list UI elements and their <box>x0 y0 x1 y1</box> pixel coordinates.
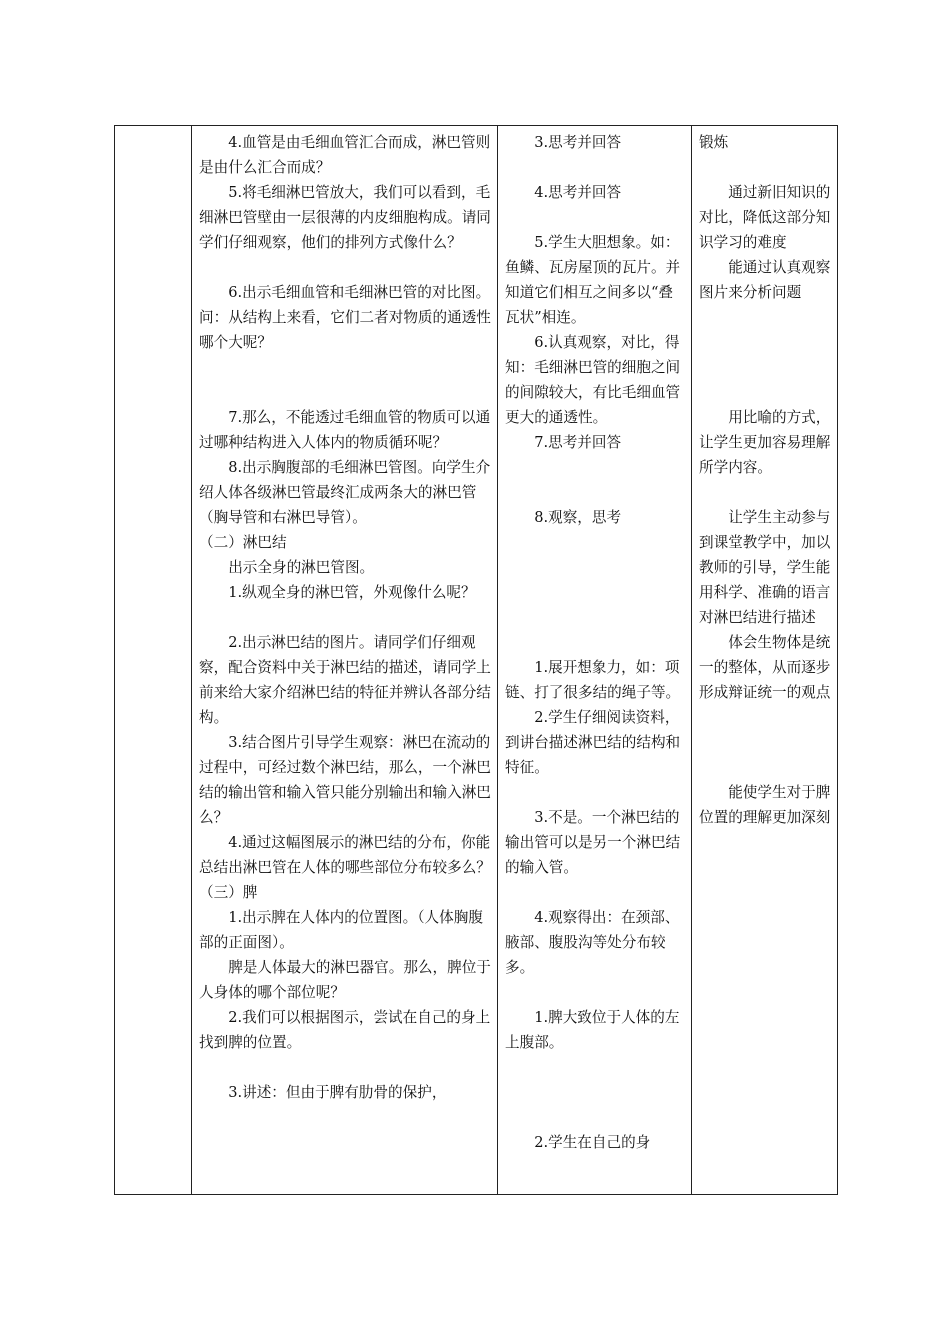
spacer <box>199 255 491 280</box>
paragraph: 2.学生仔细阅读资料，到讲台描述淋巴结的结构和特征。 <box>505 709 681 776</box>
paragraph: 3.结合图片引导学生观察：淋巴在流动的过程中，可经过数个淋巴结，那么，一个淋巴结的输出管和输入管只能分别输出和输入淋巴么？ <box>199 734 491 826</box>
paragraph: 2.学生在自己的身 <box>534 1134 651 1151</box>
table-cell-teacher-activity <box>192 126 498 1195</box>
paragraph: 用比喻的方式，让学生更加容易理解所学内容。 <box>699 409 831 476</box>
spacer <box>199 605 491 630</box>
paragraph: 6.认真观察，对比，得知：毛细淋巴管的细胞之间的间隙较大，有比毛细血管更大的通透性。 <box>505 334 681 426</box>
paragraph: 脾是人体最大的淋巴器官。那么，脾位于人身体的哪个部位呢？ <box>199 959 491 1001</box>
spacer <box>505 1055 685 1105</box>
paragraph: 能通过认真观察图片来分析问题 <box>699 259 831 301</box>
paragraph: 3.不是。一个淋巴结的输出管可以是另一个淋巴结的输入管。 <box>505 809 681 876</box>
spacer <box>699 480 831 505</box>
spacer <box>699 155 831 180</box>
spacer <box>505 530 685 580</box>
paragraph: 能使学生对于脾位置的理解更加深刻 <box>699 784 831 826</box>
paragraph: 让学生主动参与到课堂教学中，加以教师的引导，学生能用科学、准确的语言对淋巴结进行描述 <box>699 509 831 626</box>
table-cell-student-activity <box>498 126 692 1195</box>
paragraph: 4.思考并回答 <box>534 184 622 201</box>
spacer <box>505 780 685 805</box>
spacer <box>505 580 685 630</box>
paragraph: 体会生物体是统一的整体，从而逐步形成辩证统一的观点 <box>699 634 831 701</box>
spacer <box>505 455 685 505</box>
spacer <box>699 305 831 355</box>
paragraph: 通过新旧知识的对比，降低这部分知识学习的难度 <box>699 184 831 251</box>
paragraph: 出示全身的淋巴管图。 <box>228 559 375 576</box>
spacer <box>505 880 685 905</box>
paragraph: 7.思考并回答 <box>534 434 622 451</box>
spacer <box>505 1105 685 1130</box>
paragraph: 3.思考并回答 <box>534 134 622 151</box>
paragraph: 4.观察得出：在颈部、腋部、腹股沟等处分布较多。 <box>505 909 680 976</box>
spacer <box>199 1055 491 1080</box>
spacer <box>505 155 685 180</box>
table-cell-stage <box>115 126 192 1195</box>
paragraph: 5.学生大胆想象。如：鱼鳞、瓦房屋顶的瓦片。并知道它们相互之间多以“叠瓦状”相连。 <box>505 234 681 326</box>
spacer <box>505 980 685 1005</box>
paragraph: 1.展开想象力，如：项链、打了很多结的绳子等。 <box>505 659 681 701</box>
spacer <box>699 755 831 780</box>
paragraph: 1.脾大致位于人体的左上腹部。 <box>505 1009 680 1051</box>
paragraph: 8.观察，思考 <box>534 509 622 526</box>
spacer <box>199 355 491 405</box>
paragraph: 1.出示脾在人体内的位置图。（人体胸腹部的正面图）。 <box>199 909 483 951</box>
spacer <box>505 205 685 230</box>
design-intent-text <box>692 126 837 830</box>
spacer <box>505 630 685 655</box>
spacer <box>699 705 831 755</box>
paragraph: 2.出示淋巴结的图片。请同学们仔细观察，配合资料中关于淋巴结的描述，请同学上前来给大家介绍淋巴结的特征并辨认各部分结构。 <box>199 634 491 726</box>
paragraph: （三）脾 <box>199 884 258 901</box>
table-row <box>115 126 838 1195</box>
paragraph: 锻炼 <box>699 134 729 151</box>
paragraph: 4.血管是由毛细血管汇合而成，淋巴管则是由什么汇合而成？ <box>199 134 491 176</box>
paragraph: 2.我们可以根据图示，尝试在自己的身上找到脾的位置。 <box>199 1009 491 1051</box>
paragraph: 1.纵观全身的淋巴管，外观像什么呢？ <box>228 584 476 601</box>
table-cell-design-intent <box>692 126 838 1195</box>
paragraph: 6.出示毛细血管和毛细淋巴管的对比图。问：从结构上来看，它们二者对物质的通透性哪个大呢？ <box>199 284 491 351</box>
spacer <box>699 355 831 405</box>
teacher-activity-text <box>192 126 497 1105</box>
lesson-plan-table <box>114 125 838 1195</box>
paragraph: （二）淋巴结 <box>199 534 287 551</box>
student-activity-text <box>498 126 691 1155</box>
paragraph: 4.通过这幅图展示的淋巴结的分布，你能总结出淋巴管在人体的哪些部位分布较多么？ <box>199 834 491 876</box>
paragraph: 8.出示胸腹部的毛细淋巴管图。向学生介绍人体各级淋巴管最终汇成两条大的淋巴管（胸导管和右淋巴导管）。 <box>199 459 491 526</box>
paragraph: 3.讲述：但由于脾有肋骨的保护， <box>228 1084 447 1101</box>
paragraph: 7.那么，不能透过毛细血管的物质可以通过哪种结构进入人体内的物质循环呢？ <box>199 409 491 451</box>
paragraph: 5.将毛细淋巴管放大，我们可以看到，毛细淋巴管壁由一层很薄的内皮细胞构成。请同学们仔细观察，他们的排列方式像什么？ <box>199 184 491 251</box>
